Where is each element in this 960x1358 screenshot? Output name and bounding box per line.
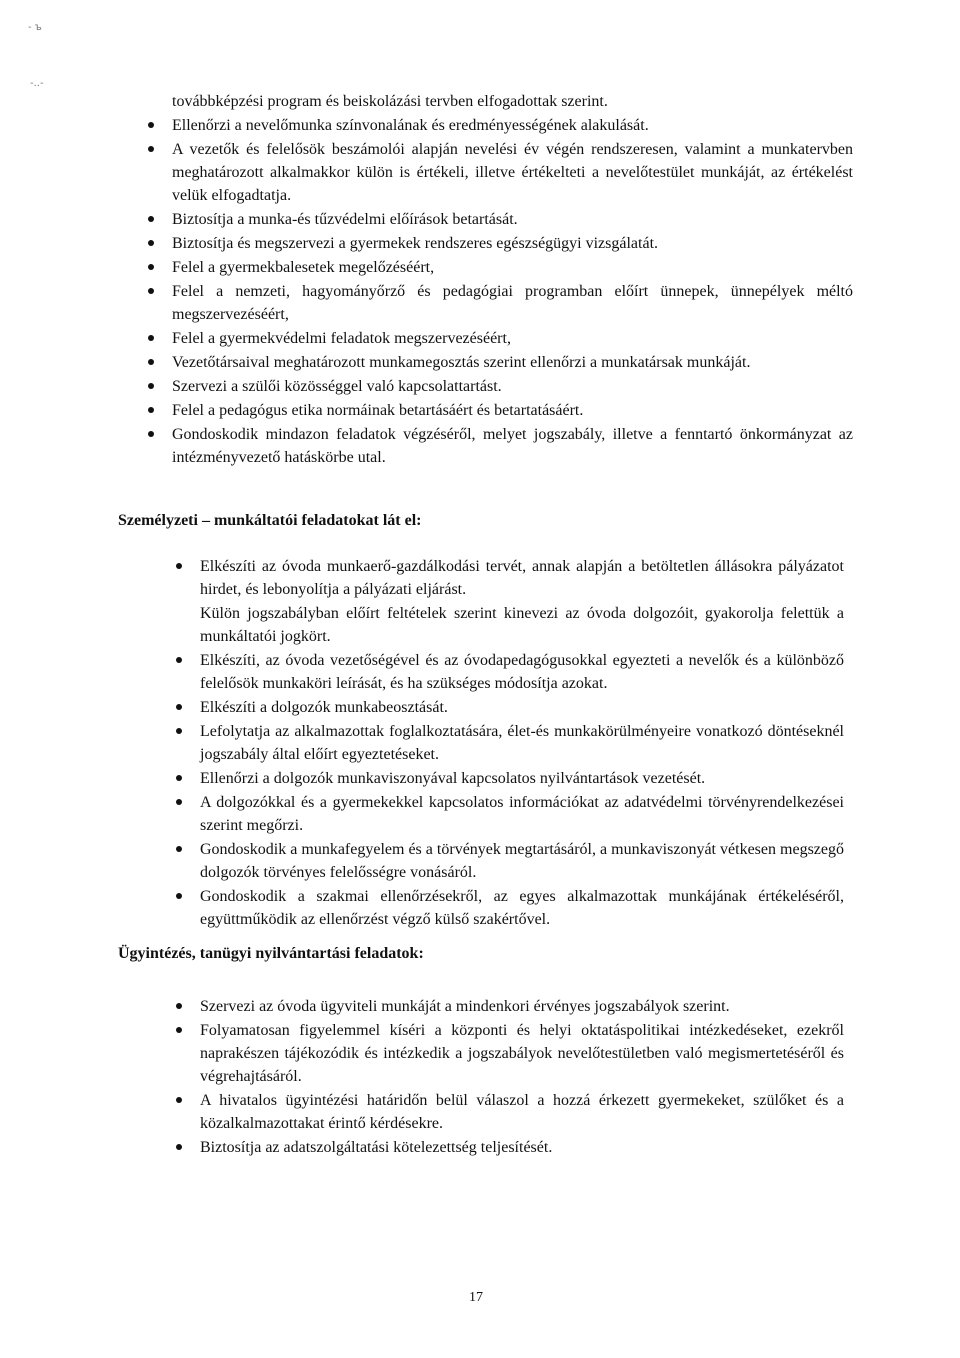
section-heading-personnel: Személyzeti – munkáltatói feladatokat lát el: [118,512,422,529]
bullet-icon [148,240,154,246]
list-item: Gondoskodik mindazon feladatok végzéséről, melyet jogszabály, illetve a fenntartó önkormányzat az intézményvezető hatáskörbe utal. [148,423,853,469]
list-item: Biztosítja az adatszolgáltatási kötelezettség teljesítését. [176,1136,844,1159]
bullet-list [176,995,844,1159]
bullet-icon [176,1097,182,1103]
bullet-list [148,90,853,469]
list-item: Szervezi a szülői közösséggel való kapcsolattartást. [148,375,853,398]
list-item: A dolgozókkal és a gyermekekkel kapcsolatos információkat az adatvédelmi törvényrendelkezései szerint megőrzi. [176,791,844,837]
list-item: továbbképzési program és beiskolázási tervben elfogadottak szerint. [172,93,608,110]
bullet-icon [148,407,154,413]
bullet-icon [176,1144,182,1150]
list-item: Gondoskodik a munkafegyelem és a törvények megtartásáról, a munkaviszonyát vétkesen megszegő dolgozók törvényes felelősségre vonásáról. [176,838,844,884]
bullet-icon [176,846,182,852]
list-item: A vezetők és felelősök beszámolói alapján nevelési év végén rendszeresen, valamint a munkatervben meghatározott alkalmakkor külön is értékeli, illetve értékelteti a nevelőtestület munkáját, az értékelést velük elfogadtatja. [148,138,853,207]
list-item: Szervezi az óvoda ügyviteli munkáját a mindenkori érvényes jogszabályok szerint. [176,995,844,1018]
bullet-icon [176,1003,182,1009]
bullet-icon [176,799,182,805]
bullet-icon [148,383,154,389]
section-personnel-duties [176,555,844,932]
list-item: A hivatalos ügyintézési határidőn belül válaszol a hozzá érkezett gyermekeket, szülőket és a közalkalmazottakat érintő kérdésekre. [176,1089,844,1135]
list-item: Felel a gyermekbalesetek megelőzéséért, [148,256,853,279]
list-item: Elkészíti az óvoda munkaerő-gazdálkodási tervét, annak alapján a betöltetlen állásokra pályázatot hirdet, és lebonyolítja a pályázati eljárást. [176,555,844,601]
scan-artifact: - ъ [28,22,42,33]
list-item: Ellenőrzi a nevelőmunka színvonalának és eredményességének alakulását. [148,114,853,137]
list-item: Felel a pedagógus etika normáinak betartásáért és betartatásáért. [148,399,853,422]
bullet-icon [176,893,182,899]
bullet-icon [148,146,154,152]
list-item: Ellenőrzi a dolgozók munkaviszonyával kapcsolatos nyilvántartások vezetését. [176,767,844,790]
list-item: Biztosítja és megszervezi a gyermekek rendszeres egészségügyi vizsgálatát. [148,232,853,255]
bullet-icon [176,775,182,781]
section-heading-administration: Ügyintézés, tanügyi nyilvántartási feladatok: [118,945,424,962]
section-leader-duties [148,90,853,470]
bullet-icon [148,264,154,270]
list-item: Lefolytatja az alkalmazottak foglalkoztatására, élet-és munkakörülményeire vonatkozó döntéseknél jogszabály által előírt egyeztetéseket. [176,720,844,766]
bullet-icon [176,1027,182,1033]
list-item: Folyamatosan figyelemmel kíséri a központi és helyi oktatáspolitikai intézkedéseket, ezekről naprakészen tájékozódik és intézkedik a jogszabályok nevelőtestületben való megismertetéséről és végrehajtásáról. [176,1019,844,1088]
list-item: Külön jogszabályban előírt feltételek szerint kinevezi az óvoda dolgozóit, gyakorolja felettük a munkáltatói jogkört. [200,605,844,645]
bullet-icon [176,704,182,710]
bullet-icon [148,335,154,341]
list-item: Biztosítja a munka-és tűzvédelmi előírások betartását. [148,208,853,231]
list-item: Felel a gyermekvédelmi feladatok megszervezéséért, [148,327,853,350]
list-item: Elkészíti, az óvoda vezetőségével és az óvodapedagógusokkal egyezteti a nevelők és a különböző felelősök munkaköri leírását, és ha szükséges módosítja azokat. [176,649,844,695]
list-item: Felel a nemzeti, hagyományőrző és pedagógiai programban előírt ünnepek, ünnepélyek méltó megszervezéséért, [148,280,853,326]
bullet-icon [148,122,154,128]
bullet-icon [148,216,154,222]
list-item: Elkészíti a dolgozók munkabeosztását. [176,696,844,719]
bullet-icon [148,431,154,437]
list-item: Vezetőtársaival meghatározott munkamegosztás szerint ellenőrzi a munkatársak munkáját. [148,351,853,374]
bullet-list [176,555,844,931]
bullet-icon [148,288,154,294]
bullet-icon [148,359,154,365]
section-administration-duties [176,995,844,1160]
bullet-icon [176,563,182,569]
list-item: Gondoskodik a szakmai ellenőrzésekről, az egyes alkalmazottak munkájának értékeléséről, együttműködik az ellenőrzést végző külső szakértővel. [176,885,844,931]
scan-artifact: -..- [30,78,44,89]
bullet-icon [176,657,182,663]
page-number: 17 [469,1290,483,1305]
bullet-icon [176,728,182,734]
